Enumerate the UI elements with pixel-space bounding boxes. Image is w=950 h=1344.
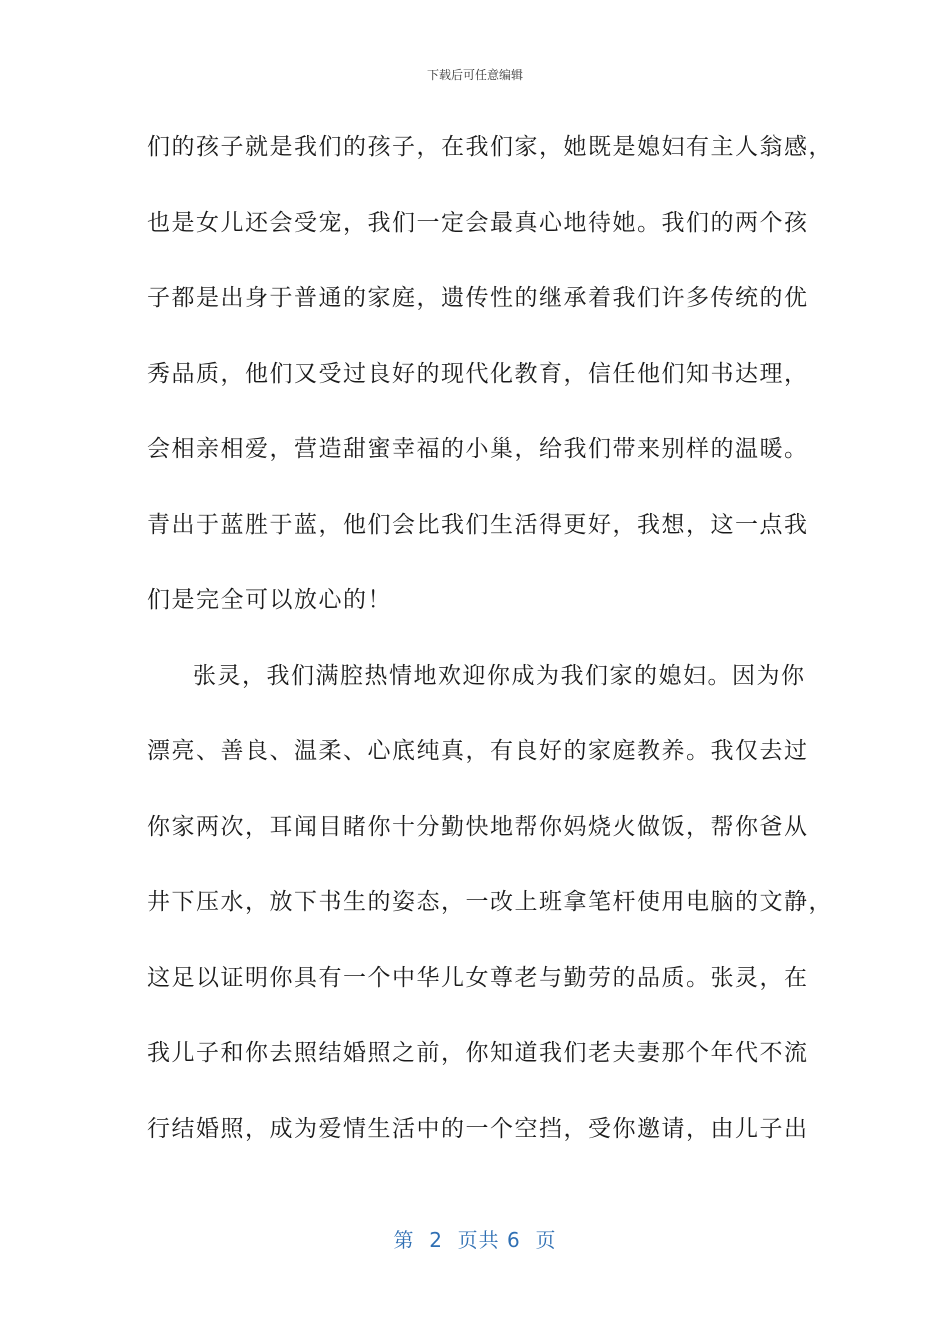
text-line: 青出于蓝胜于蓝，他们会比我们生活得更好，我想，这一点我 xyxy=(147,511,809,538)
text-line: 也是女儿还会受宠，我们一定会最真心地待她。我们的两个孩 xyxy=(147,209,809,236)
text-line: 漂亮、善良、温柔、心底纯真，有良好的家庭教养。我仅去过 xyxy=(147,738,809,764)
text-line: 这足以证明你具有一个中华儿女尊老与勤劳的品质。张灵，在 xyxy=(147,964,809,991)
document-body xyxy=(147,124,833,1181)
text-line: 我儿子和你去照结婚照之前，你知道我们老夫妻那个年代不流 xyxy=(147,1040,809,1066)
text-line: 们是完全可以放心的！ xyxy=(147,587,392,613)
text-line: 们的孩子就是我们的孩子，在我们家，她既是媳妇有主人翁感， xyxy=(147,134,833,160)
text-line: 你家两次，耳闻目睹你十分勤快地帮你妈烧火做饭，帮你爸从 xyxy=(147,813,809,840)
text-line: 行结婚照，成为爱情生活中的一个空挡，受你邀请，由儿子出 xyxy=(147,1115,809,1142)
page-number-footer: 第 2 页共 6 页 xyxy=(393,1228,557,1252)
text-line: 秀品质，他们又受过良好的现代化教育，信任他们知书达理， xyxy=(147,360,809,387)
text-line: 会相亲相爱，营造甜蜜幸福的小巢，给我们带来别样的温暖。 xyxy=(147,436,809,462)
paragraph-start-line: 张灵，我们满腔热情地欢迎你成为我们家的媳妇。因为你 xyxy=(193,662,806,689)
page-header-note: 下载后可任意编辑 xyxy=(426,68,523,82)
text-line: 子都是出身于普通的家庭，遗传性的继承着我们许多传统的优 xyxy=(147,285,809,311)
text-line: 井下压水，放下书生的姿态，一改上班拿笔杆使用电脑的文静， xyxy=(147,889,833,915)
